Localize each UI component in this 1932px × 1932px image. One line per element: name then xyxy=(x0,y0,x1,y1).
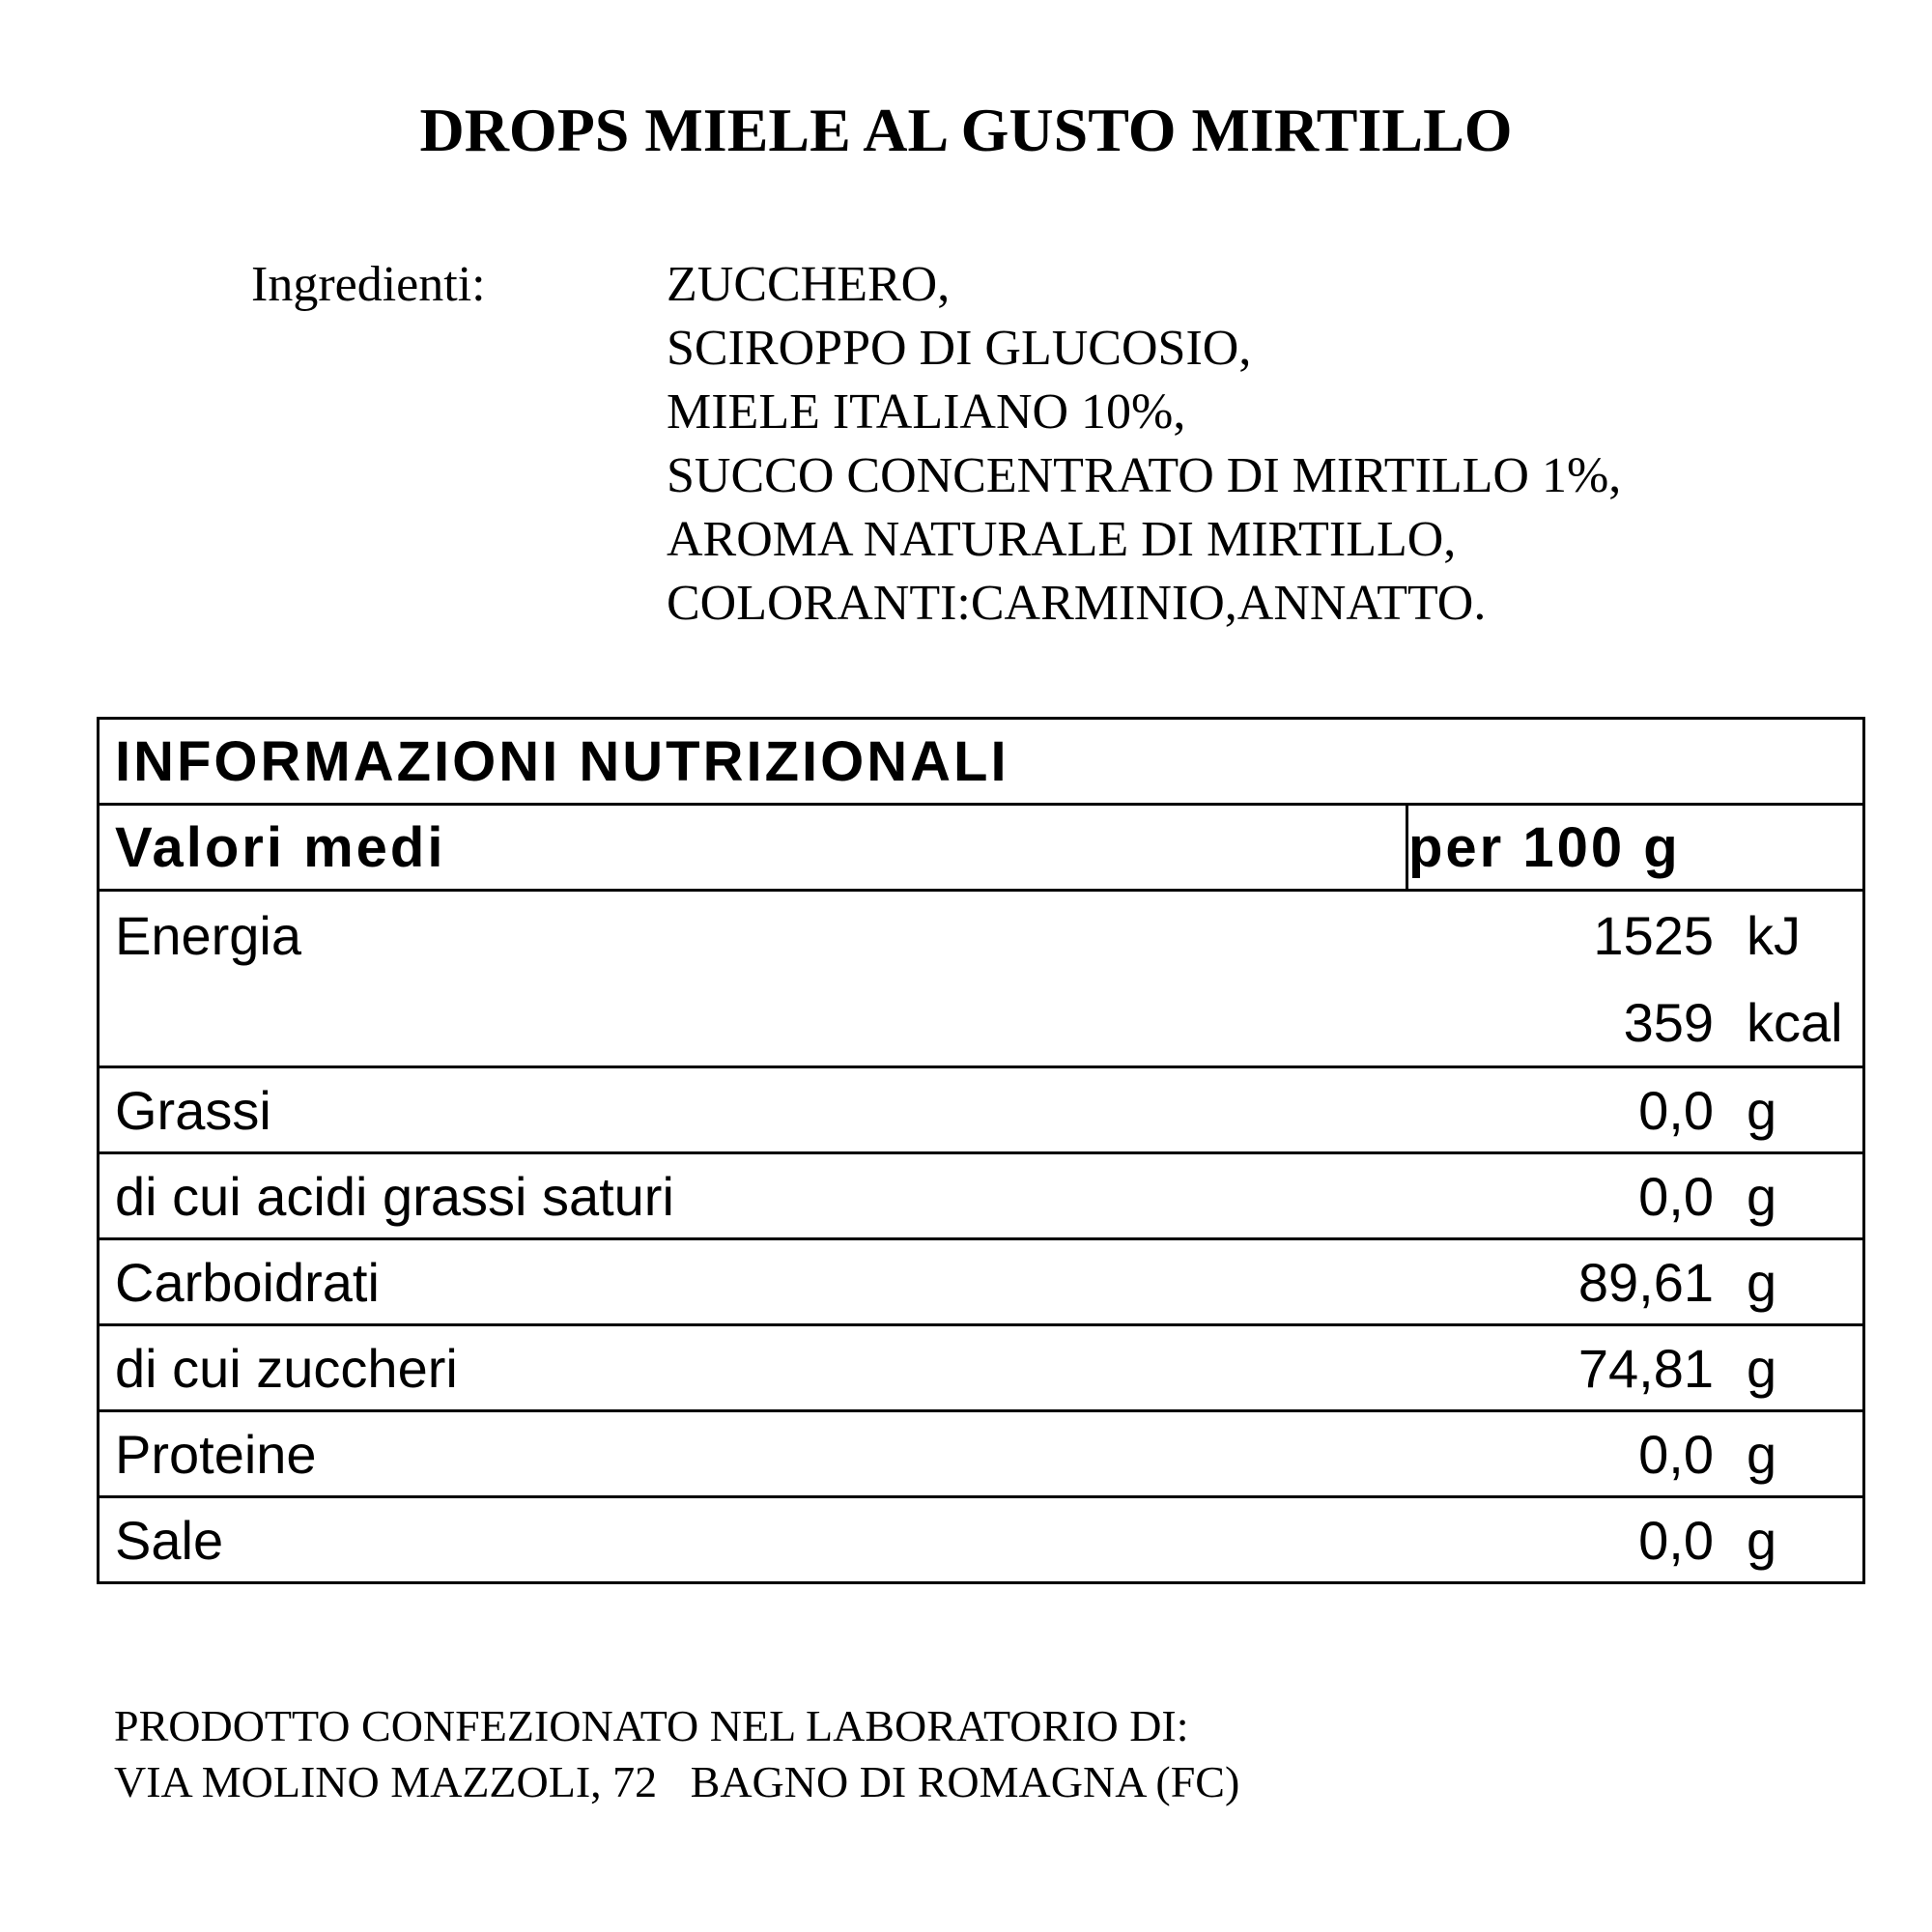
nutrient-unit: g xyxy=(1747,1079,1777,1141)
nutrition-row xyxy=(99,1153,1864,1239)
average-values-label: Valori medi xyxy=(99,805,1407,891)
ingredient-item: MIELE ITALIANO 10%, xyxy=(667,384,1186,440)
nutrient-name: di cui zuccheri xyxy=(115,1337,458,1399)
nutrition-row xyxy=(99,1411,1864,1497)
energy-kj-value: 1525 xyxy=(1593,904,1714,966)
nutrition-row xyxy=(99,1497,1864,1583)
product-title: DROPS MIELE AL GUSTO MIRTILLO xyxy=(419,96,1513,164)
ingredients-list xyxy=(667,253,1621,636)
nutrient-value: 89,61 xyxy=(1577,1251,1714,1313)
nutrient-name: Proteine xyxy=(115,1423,317,1485)
nutrient-name: Sale xyxy=(115,1509,224,1571)
nutrient-name: Carboidrati xyxy=(115,1251,380,1313)
nutrient-name: Grassi xyxy=(115,1079,271,1141)
nutrition-table xyxy=(97,717,1865,1584)
nutrition-row-energy xyxy=(99,891,1864,1067)
ingredient-item: AROMA NATURALE DI MIRTILLO, xyxy=(667,512,1457,567)
nutrient-value: 0,0 xyxy=(1638,1165,1714,1227)
nutrient-unit: g xyxy=(1747,1423,1777,1485)
nutrient-value: 0,0 xyxy=(1638,1509,1714,1571)
energy-kcal-value: 359 xyxy=(1623,991,1714,1053)
nutrition-subheading-row xyxy=(99,805,1864,891)
producer-info xyxy=(114,1698,1239,1810)
nutrient-value: 74,81 xyxy=(1577,1337,1714,1399)
nutrient-unit: g xyxy=(1747,1337,1777,1399)
producer-line: PRODOTTO CONFEZIONATO NEL LABORATORIO DI: xyxy=(114,1701,1189,1750)
nutrient-unit: g xyxy=(1747,1165,1777,1227)
per-100g-label: per 100 g xyxy=(1407,805,1864,891)
nutrient-value: 0,0 xyxy=(1638,1079,1714,1141)
ingredient-item: SCIROPPO DI GLUCOSIO, xyxy=(667,321,1252,376)
nutrition-row xyxy=(99,1325,1864,1411)
ingredient-item: ZUCCHERO, xyxy=(667,257,951,312)
nutrition-row xyxy=(99,1067,1864,1153)
nutrient-name: di cui acidi grassi saturi xyxy=(115,1165,674,1227)
nutrient-value: 0,0 xyxy=(1638,1423,1714,1485)
nutrition-heading: INFORMAZIONI NUTRIZIONALI xyxy=(99,719,1864,805)
ingredients-label: Ingredienti: xyxy=(251,257,486,312)
producer-address: VIA MOLINO MAZZOLI, 72 BAGNO DI ROMAGNA (FC) xyxy=(114,1757,1240,1806)
ingredient-item: COLORANTI:CARMINIO,ANNATTO. xyxy=(667,576,1487,631)
nutrient-name: Energia xyxy=(115,904,302,966)
nutrition-heading-row xyxy=(99,719,1864,805)
energy-kj-unit: kJ xyxy=(1747,904,1801,966)
ingredient-item: SUCCO CONCENTRATO DI MIRTILLO 1%, xyxy=(667,448,1622,503)
nutrition-row xyxy=(99,1239,1864,1325)
nutrient-unit: g xyxy=(1747,1509,1777,1571)
energy-kcal-unit: kcal xyxy=(1747,991,1843,1053)
nutrient-unit: g xyxy=(1747,1251,1777,1313)
